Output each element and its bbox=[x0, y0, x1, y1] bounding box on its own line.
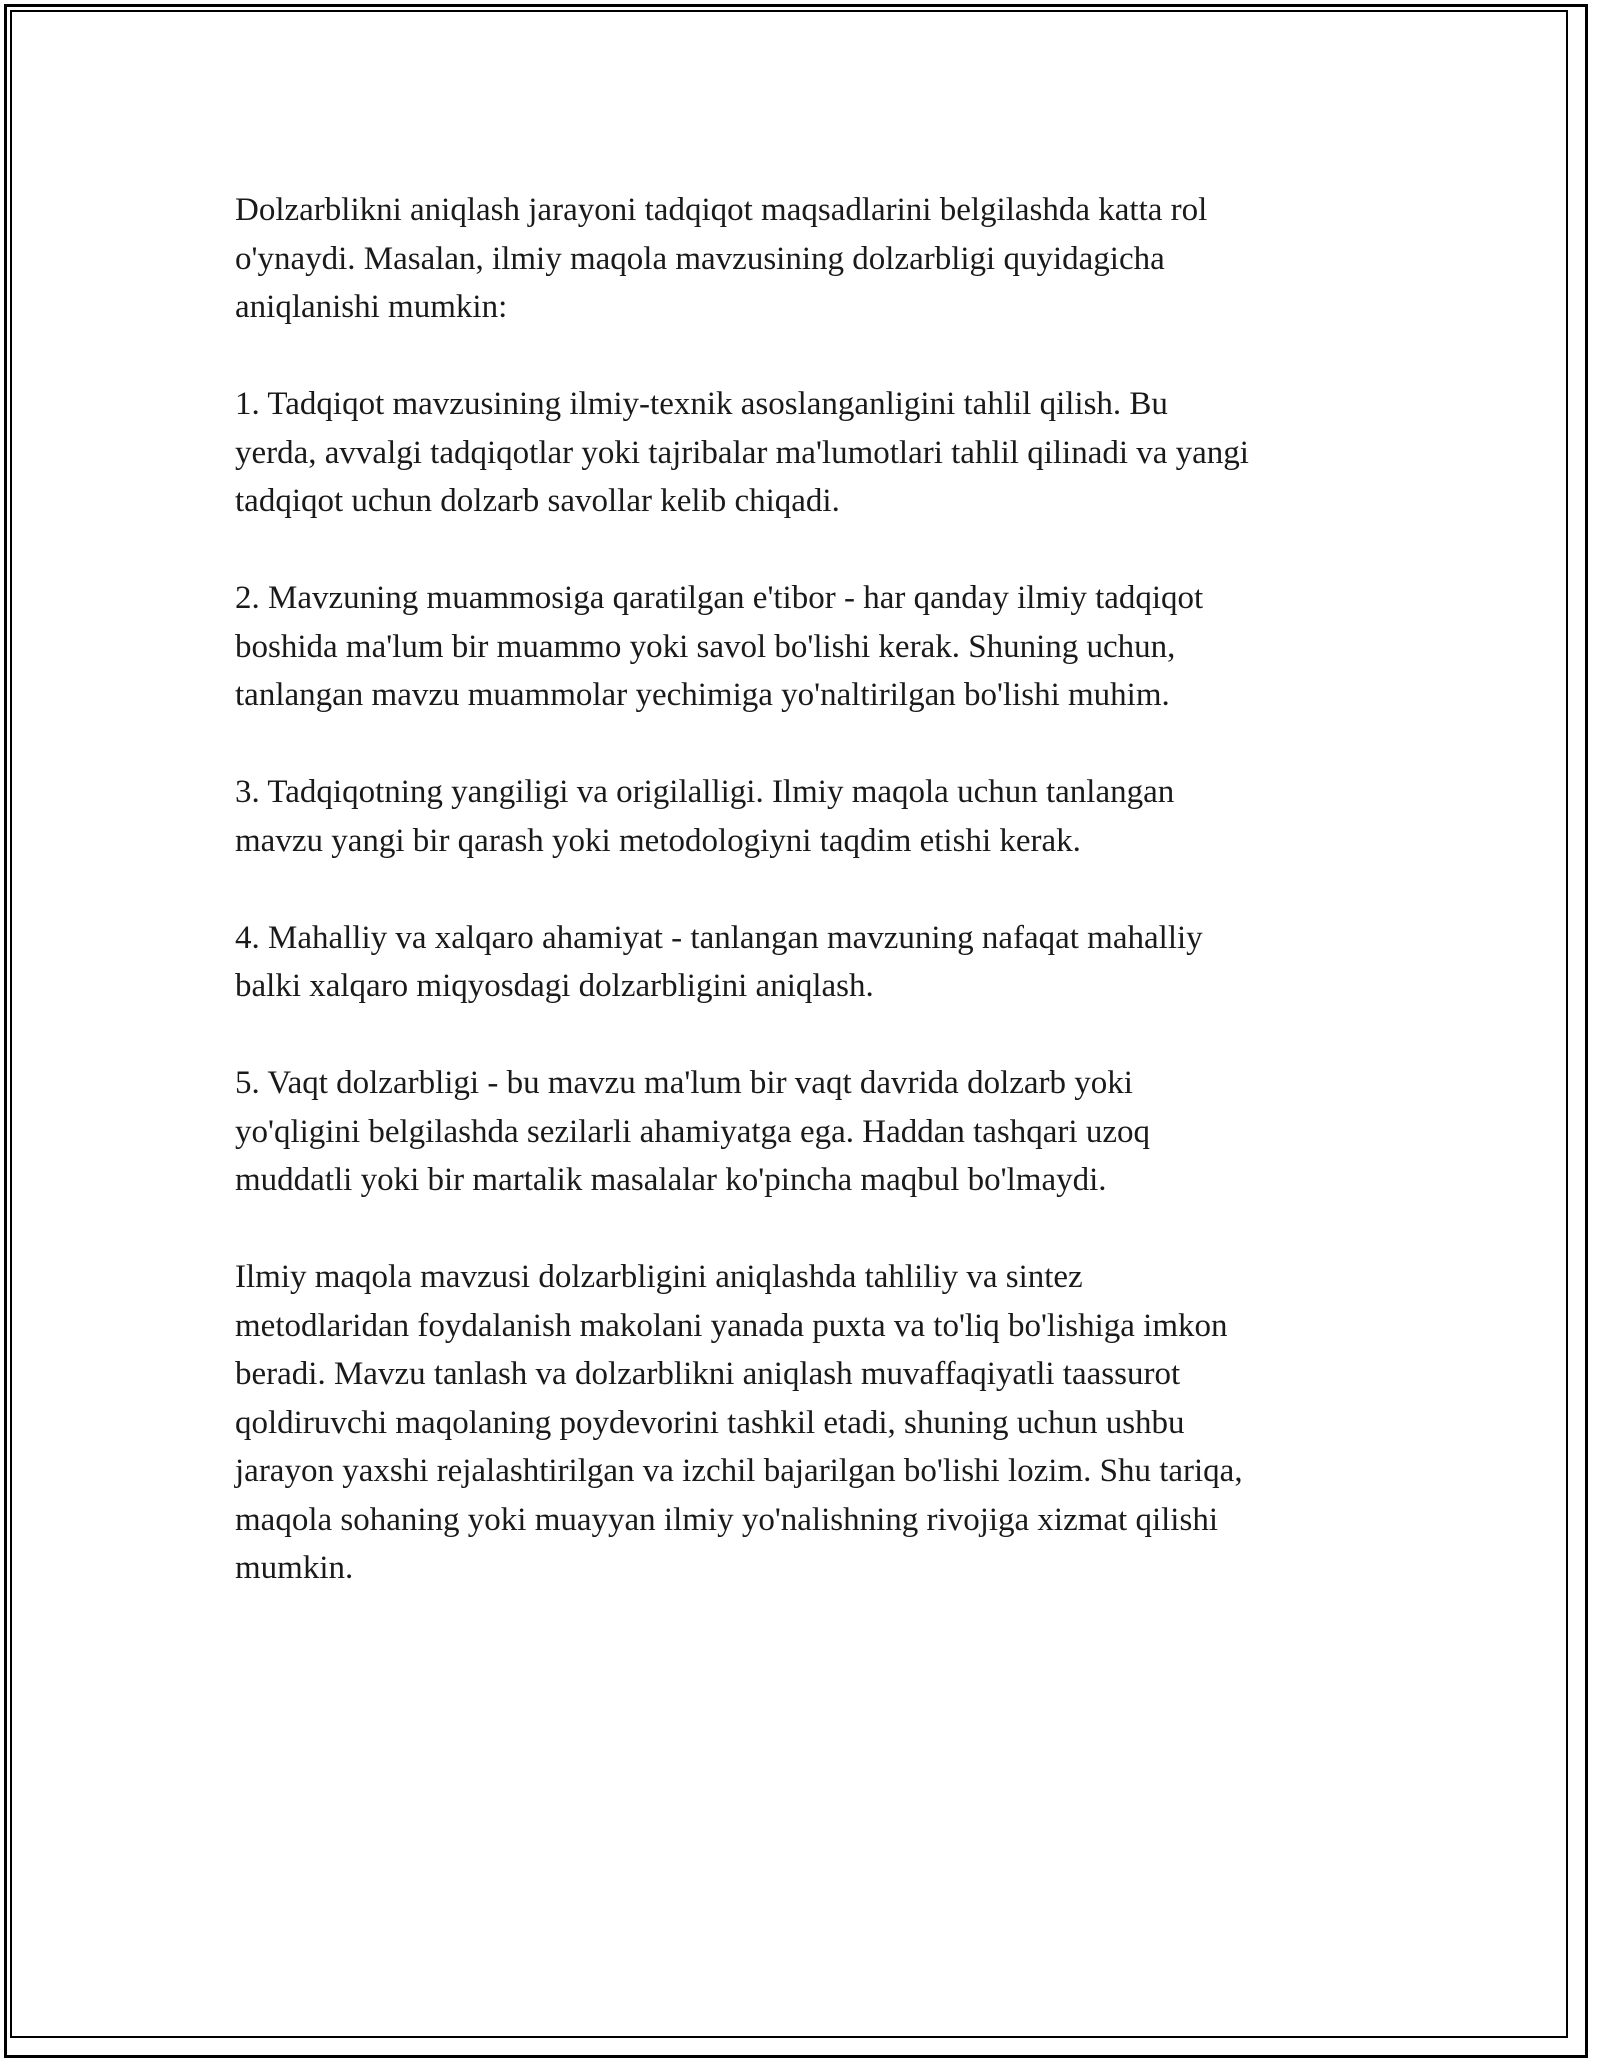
list-item-1: 1. Tadqiqot mavzusining ilmiy-texnik asoslanganligini tahlil qilish. Bu yerda, avvalgi tadqiqotlar yoki tajribalar ma'lumotlari tahlil qilinadi va yangi tadqiqot uchun dolzarb savollar kelib chiqadi. bbox=[235, 386, 1249, 519]
list-item-3: 3. Tadqiqotning yangiligi va origilalligi. Ilmiy maqola uchun tanlangan mavzu yangi bir qarash yoki metodologiyni taqdim etishi kerak. bbox=[235, 774, 1175, 859]
list-item-5: 5. Vaqt dolzarbligi - bu mavzu ma'lum bir vaqt davrida dolzarb yoki yo'qligini belgilashda sezilarli ahamiyatga ega. Haddan tashqari uzoq muddatli yoki bir martalik masalalar ko'pincha maqbul bo'lmaydi. bbox=[235, 1065, 1150, 1198]
list-item-2: 2. Mavzuning muammosiga qaratilgan e'tibor - har qanday ilmiy tadqiqot boshida ma'lum bir muammo yoki savol bo'lishi kerak. Shuning uchun, tanlangan mavzu muammolar yechimiga yo'naltirilgan bo'lishi muhim. bbox=[235, 580, 1204, 713]
intro-paragraph: Dolzarblikni aniqlash jarayoni tadqiqot maqsadlarini belgilashda katta rol o'ynaydi. Masalan, ilmiy maqola mavzusining dolzarbligi quyidagicha aniqlanishi mumkin: bbox=[235, 192, 1208, 325]
conclusion-paragraph: Ilmiy maqola mavzusi dolzarbligini aniqlashda tahliliy va sintez metodlaridan foydalanish makolani yanada puxta va to'liq bo'lishiga imkon beradi. Mavzu tanlash va dolzarblikni aniqlash muvaffaqiyatli taassurot qoldiruvchi maqolaning poydevorini tashkil etadi, shuning uchun ushbu jarayon yaxshi rejalashtirilgan va izchil bajarilgan bo'lishi lozim. Shu tariqa, maqola sohaning yoki muayyan ilmiy yo'nalishning rivojiga xizmat qilishi mumkin. bbox=[235, 1259, 1243, 1586]
document-body bbox=[235, 186, 1385, 1593]
list-item-4: 4. Mahalliy va xalqaro ahamiyat - tanlangan mavzuning nafaqat mahalliy balki xalqaro miqyosdagi dolzarbligini aniqlash. bbox=[235, 919, 1203, 1004]
